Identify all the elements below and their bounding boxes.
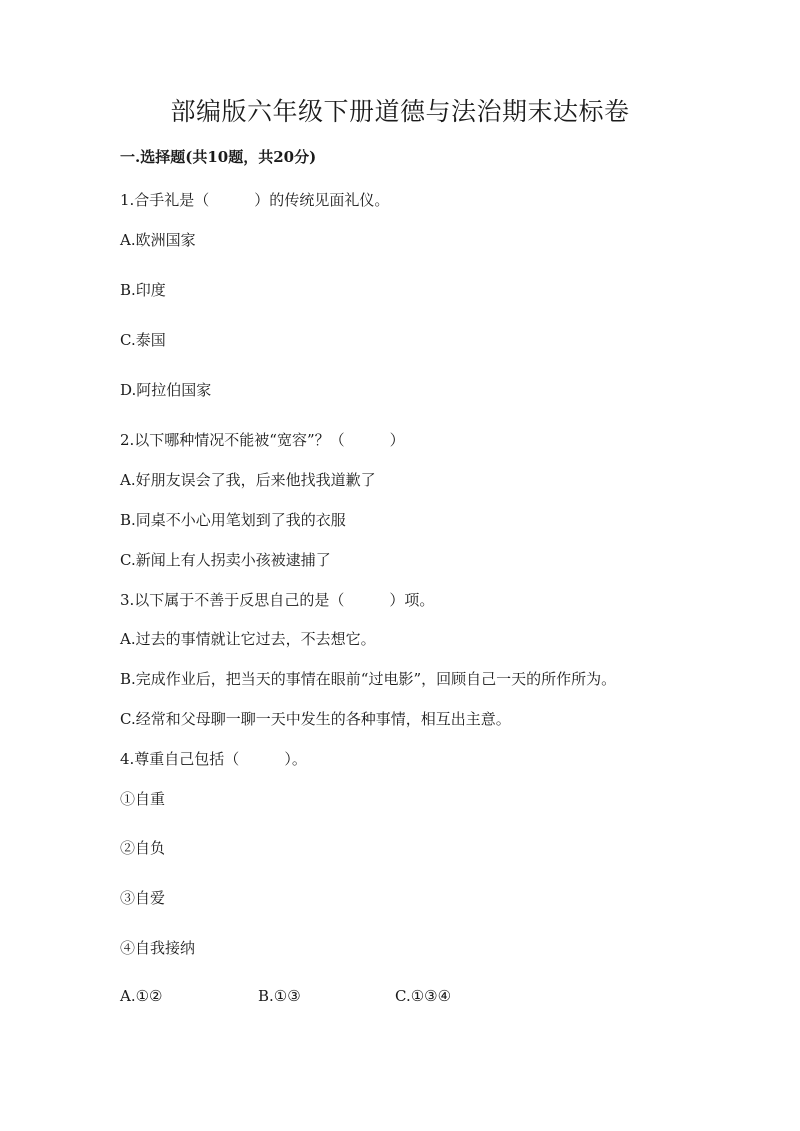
question-2-option-c: C.新闻上有人拐卖小孩被逮捕了 [120, 551, 331, 569]
question-2-option-a: A.好朋友误会了我，后来他找我道歉了 [120, 471, 376, 489]
question-1-option-c: C.泰国 [120, 331, 166, 349]
question-3-option-c: C.经常和父母聊一聊一天中发生的各种事情，相互出主意。 [120, 710, 511, 728]
section-heading: 一.选择题(共10题，共20分) [120, 148, 317, 166]
question-1-option-d: D.阿拉伯国家 [120, 381, 212, 399]
question-2-option-b: B.同桌不小心用笔划到了我的衣服 [120, 511, 346, 529]
question-4-item-2: ②自负 [120, 839, 166, 857]
question-1-stem: 1.合手礼是（ ）的传统见面礼仪。 [120, 191, 390, 209]
question-3-option-a: A.过去的事情就让它过去，不去想它。 [120, 630, 376, 648]
question-4-stem: 4.尊重自己包括（ ）。 [120, 750, 307, 768]
question-4-item-3: ③自爱 [120, 889, 166, 907]
question-1-option-b: B.印度 [120, 281, 166, 299]
question-3-stem: 3.以下属于不善于反思自己的是（ ）项。 [120, 591, 435, 609]
question-4-option-b: B.①③ [258, 987, 301, 1005]
question-3-option-b: B.完成作业后，把当天的事情在眼前“过电影”，回顾自己一天的所作所为。 [120, 670, 617, 688]
question-4-option-c: C.①③④ [395, 987, 452, 1005]
question-4-item-1: ①自重 [120, 790, 166, 808]
question-2-stem: 2.以下哪种情况不能被“宽容”？（ ） [120, 431, 405, 449]
question-4-item-4: ④自我接纳 [120, 939, 196, 957]
question-4-option-a: A.①② [120, 987, 163, 1005]
page-title: 部编版六年级下册道德与法治期末达标卷 [170, 97, 630, 126]
question-1-option-a: A.欧洲国家 [120, 231, 196, 249]
